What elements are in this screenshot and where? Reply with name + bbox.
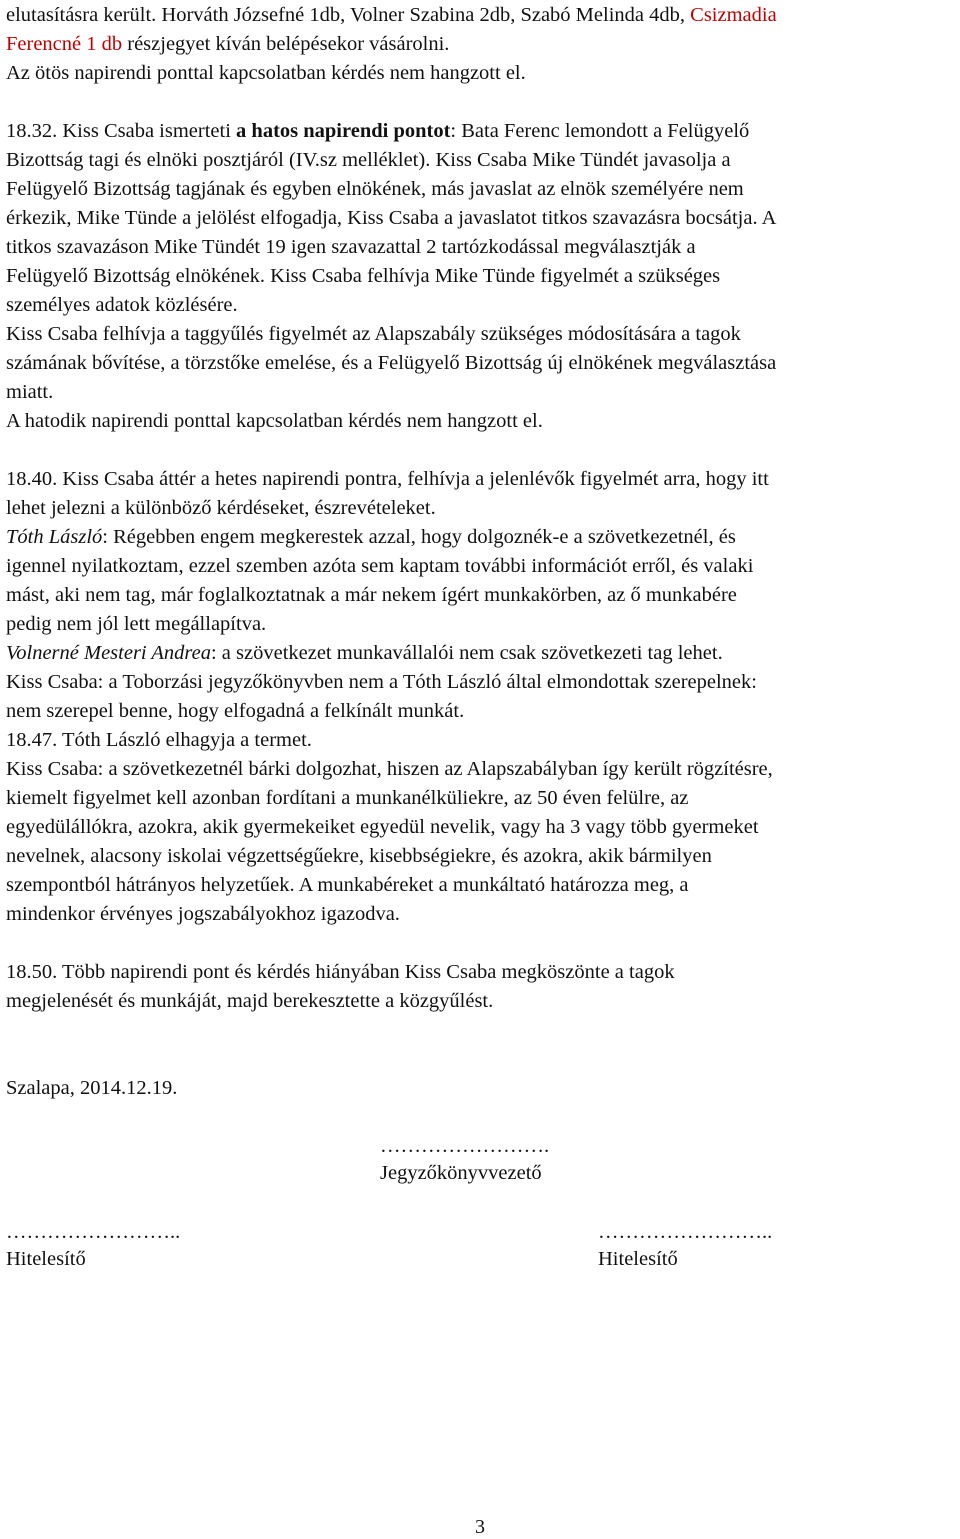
text-line: Kiss Csaba felhívja a taggyűlés figyelmét az Alapszabály szükséges módosítására a tagok xyxy=(6,323,741,345)
text-line: érkezik, Mike Tünde a jelölést elfogadja, Kiss Csaba a javaslatot titkos szavazásra bocsátja. A xyxy=(6,207,777,229)
speaker-name: Tóth László xyxy=(6,526,103,548)
text-line: nevelnek, alacsony iskolai végzettségűekre, kisebbségiekre, és azokra, akik bármilyen xyxy=(6,845,712,867)
text-line: Az ötös napirendi ponttal kapcsolatban kérdés nem hangzott el. xyxy=(6,62,526,84)
text-span: 18.32. Kiss Csaba ismerteti xyxy=(6,120,237,142)
speaker-name: Volnerné Mesteri Andrea xyxy=(6,642,211,664)
text-span: : Régebben engem megkerestek azzal, hogy dolgoznék-e a szövetkezetnél, és xyxy=(102,526,736,548)
signature-line-right: …………………….. xyxy=(598,1221,773,1243)
recorder-title: Jegyzőkönyvvezető xyxy=(380,1162,542,1184)
authenticator-title-right: Hitelesítő xyxy=(598,1248,678,1270)
text-line: kiemelt figyelmet kell azonban fordítani a munkanélküliekre, az 50 éven felülre, az xyxy=(6,787,689,809)
text-line: nem szerepel benne, hogy elfogadná a felkínált munkát. xyxy=(6,700,465,722)
text-line: szempontból hátrányos helyzetűek. A munkabéreket a munkáltató határozza meg, a xyxy=(6,874,689,896)
text-line: Felügyelő Bizottság tagjának és egyben elnökének, más javaslat az elnök személyére nem xyxy=(6,178,744,200)
text-line: Felügyelő Bizottság elnökének. Kiss Csaba felhívja Mike Tünde figyelmét a szükséges xyxy=(6,265,721,287)
authenticator-title-left: Hitelesítő xyxy=(6,1248,86,1270)
text-line xyxy=(6,121,749,142)
text-line: személyes adatok közlésére. xyxy=(6,294,238,316)
text-line: A hatodik napirendi ponttal kapcsolatban kérdés nem hangzott el. xyxy=(6,410,543,432)
text-span: részjegyet kíván belépésekor vásárolni. xyxy=(122,33,450,55)
text-line xyxy=(6,34,449,55)
text-line xyxy=(6,643,723,664)
text-line: mindenkor érvényes jogszabályokhoz igazodva. xyxy=(6,903,400,925)
page-number: 3 xyxy=(475,1516,485,1538)
highlighted-text: Csizmadia xyxy=(690,4,777,26)
text-line: megjelenését és munkáját, majd berekesztette a közgyűlést. xyxy=(6,990,494,1012)
text-line: Kiss Csaba: a szövetkezetnél bárki dolgozhat, hiszen az Alapszabályban így került rögzítésre, xyxy=(6,758,773,780)
text-line: 18.40. Kiss Csaba áttér a hetes napirendi pontra, felhívja a jelenlévők figyelmét arra, hogy itt xyxy=(6,468,769,490)
text-line: igennel nyilatkoztam, ezzel szemben azóta sem kaptam további információt erről, és valaki xyxy=(6,555,754,577)
text-line: 18.50. Több napirendi pont és kérdés hiányában Kiss Csaba megköszönte a tagok xyxy=(6,961,675,983)
text-span: : Bata Ferenc lemondott a Felügyelő xyxy=(450,120,750,142)
text-line: miatt. xyxy=(6,381,54,403)
text-line xyxy=(6,527,736,548)
text-line: Bizottság tagi és elnöki posztjáról (IV.sz melléklet). Kiss Csaba Mike Tündét javasolja a xyxy=(6,149,731,171)
text-line: egyedülállókra, azokra, akik gyermekeiket egyedül nevelik, vagy ha 3 vagy több gyermeket xyxy=(6,816,759,838)
text-line: pedig nem jól lett megállapítva. xyxy=(6,613,267,635)
text-line: Kiss Csaba: a Toborzási jegyzőkönyvben nem a Tóth László által elmondottak szerepelnek: xyxy=(6,671,757,693)
text-line xyxy=(6,5,777,26)
bold-text: a hatos napirendi pontot xyxy=(236,120,451,142)
text-line: számának bővítése, a törzstőke emelése, és a Felügyelő Bizottság új elnökének megválasztása xyxy=(6,352,777,374)
highlighted-text: Ferencné 1 db xyxy=(6,33,123,55)
text-span: : a szövetkezet munkavállalói nem csak szövetkezeti tag lehet. xyxy=(210,642,723,664)
signature-line-left: …………………….. xyxy=(6,1221,181,1243)
text-line: 18.47. Tóth László elhagyja a termet. xyxy=(6,729,312,751)
signature-line-recorder: ……………………. xyxy=(380,1135,550,1157)
text-line: lehet jelezni a különböző kérdéseket, észrevételeket. xyxy=(6,497,436,519)
text-line: mást, aki nem tag, már foglalkoztatnak a már nekem ígért munkakörben, az ő munkabére xyxy=(6,584,737,606)
text-line: titkos szavazáson Mike Tündét 19 igen szavazattal 2 tartózkodással megválasztják a xyxy=(6,236,696,258)
place-date: Szalapa, 2014.12.19. xyxy=(6,1077,178,1099)
document-page xyxy=(6,0,956,1536)
text-span: elutasításra került. Horváth Józsefné 1db, Volner Szabina 2db, Szabó Melinda 4db, xyxy=(6,4,691,26)
